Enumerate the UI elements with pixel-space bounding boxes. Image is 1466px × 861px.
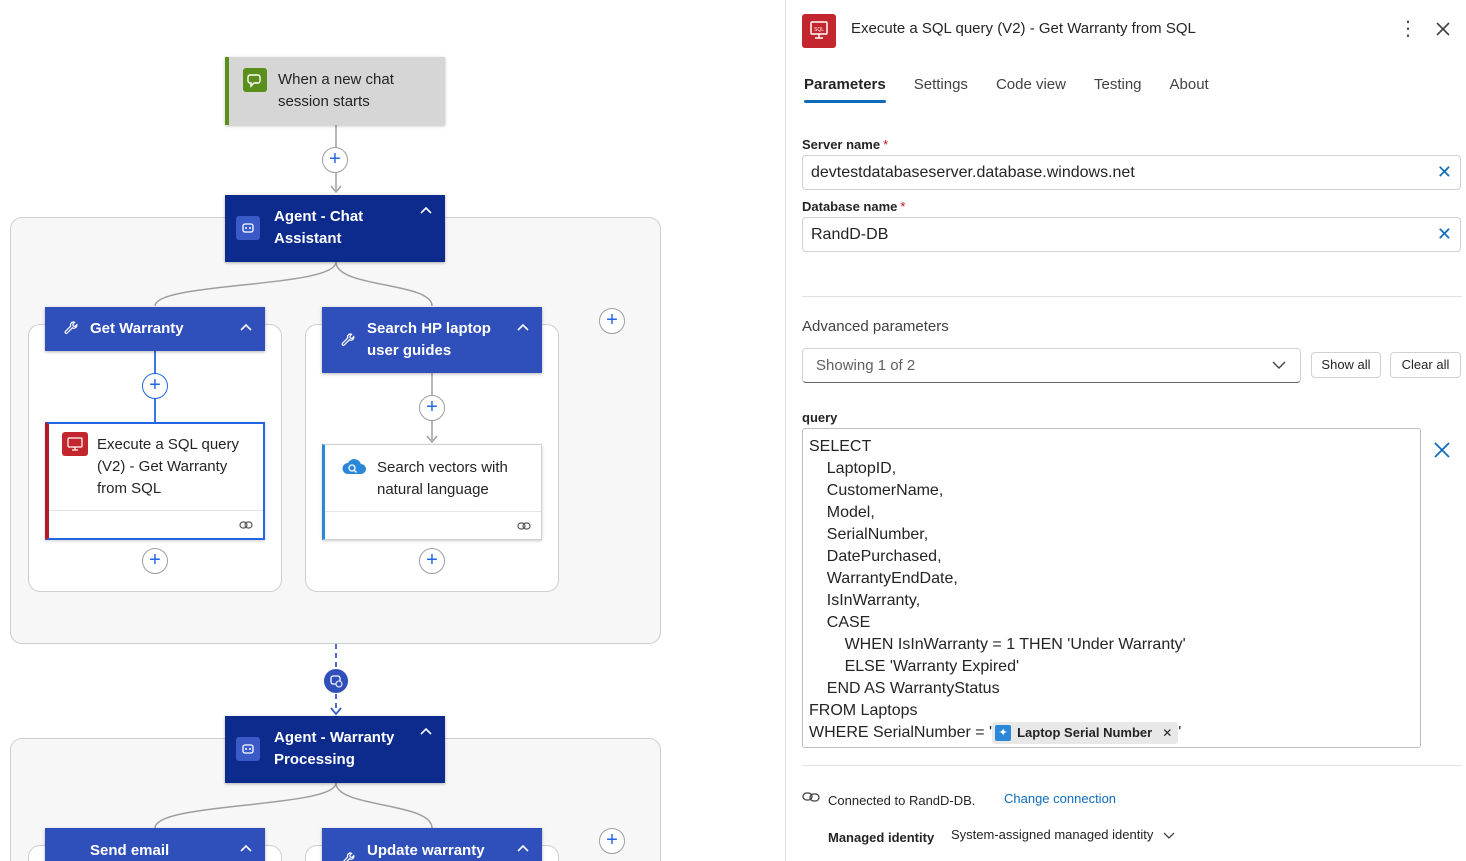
chevron-up-icon[interactable] bbox=[239, 320, 253, 334]
query-line: CASE bbox=[809, 614, 871, 631]
add-tool-button[interactable]: + bbox=[599, 828, 625, 854]
more-options-icon[interactable]: ⋮ bbox=[1398, 18, 1418, 40]
action-details-panel bbox=[785, 0, 1466, 861]
tab-about[interactable]: About bbox=[1169, 76, 1209, 93]
tool-update-warranty-card[interactable] bbox=[322, 828, 542, 861]
database-name-label: Database name * bbox=[802, 199, 906, 214]
sql-action-title: Execute a SQL query (V2) - Get Warranty from SQL bbox=[97, 436, 240, 497]
add-step-button[interactable]: + bbox=[322, 147, 348, 173]
chevron-up-icon[interactable] bbox=[419, 203, 433, 217]
action-footer bbox=[325, 511, 541, 539]
chevron-up-icon[interactable] bbox=[516, 841, 530, 855]
tab-settings[interactable]: Settings bbox=[913, 76, 968, 93]
query-line-where bbox=[809, 722, 1414, 744]
query-line: CustomerName, bbox=[809, 482, 944, 499]
agent-warranty-processing-card[interactable] bbox=[225, 716, 445, 783]
chat-icon bbox=[243, 68, 267, 92]
query-line: DatePurchased, bbox=[809, 548, 942, 565]
sql-icon bbox=[802, 14, 836, 48]
wrench-icon bbox=[340, 851, 356, 861]
chevron-up-icon[interactable] bbox=[516, 320, 530, 334]
chevron-up-icon[interactable] bbox=[239, 841, 253, 855]
cloud-search-icon bbox=[341, 457, 367, 477]
server-name-value: devtestdatabaseserver.database.windows.net bbox=[811, 164, 1135, 181]
sparkle-icon: ✦ bbox=[995, 725, 1011, 741]
connection-link-icon bbox=[517, 521, 531, 531]
query-line: END AS WarrantyStatus bbox=[809, 680, 1000, 697]
required-marker: * bbox=[900, 199, 906, 214]
advanced-dropdown-value: Showing 1 of 2 bbox=[816, 357, 916, 374]
clear-icon[interactable]: ✕ bbox=[1436, 224, 1452, 244]
svg-text:SQL: SQL bbox=[813, 27, 825, 33]
panel-title: Execute a SQL query (V2) - Get Warranty from SQL bbox=[851, 20, 1196, 37]
query-line: LaptopID, bbox=[809, 460, 897, 477]
query-line: WHEN IsInWarranty = 1 THEN 'Under Warranty' bbox=[809, 636, 1186, 653]
tab-parameters[interactable]: Parameters bbox=[804, 76, 886, 101]
close-icon[interactable] bbox=[1432, 18, 1454, 40]
database-name-value: RandD-DB bbox=[811, 226, 889, 243]
trigger-title: When a new chat session starts bbox=[278, 71, 394, 110]
clear-all-button[interactable]: Clear all bbox=[1390, 352, 1461, 378]
agent-chat-title: Agent - Chat Assistant bbox=[274, 208, 364, 247]
tool-update-warranty-title: Update warranty bbox=[367, 842, 485, 859]
agent-icon bbox=[236, 737, 260, 761]
wrench-icon bbox=[63, 320, 79, 336]
advanced-parameters-dropdown[interactable] bbox=[802, 348, 1301, 383]
tool-get-warranty-card[interactable] bbox=[45, 307, 265, 351]
query-line: SerialNumber, bbox=[809, 526, 929, 543]
chevron-down-icon bbox=[1272, 360, 1286, 370]
managed-identity-label: Managed identity bbox=[828, 830, 935, 845]
query-label: query bbox=[802, 410, 838, 425]
tool-get-warranty-title: Get Warranty bbox=[90, 320, 184, 337]
chevron-up-icon[interactable] bbox=[419, 724, 433, 738]
database-name-field[interactable] bbox=[802, 217, 1461, 252]
advanced-parameters-label: Advanced parameters bbox=[802, 318, 949, 335]
query-line: SELECT bbox=[809, 438, 872, 455]
agent-warranty-title: Agent - Warranty Processing bbox=[274, 729, 395, 768]
managed-identity-dropdown[interactable] bbox=[951, 827, 1175, 842]
vector-search-title: Search vectors with natural language bbox=[377, 459, 508, 498]
agent-chat-assistant-card[interactable] bbox=[225, 195, 445, 262]
query-editor[interactable] bbox=[802, 428, 1421, 748]
divider bbox=[802, 296, 1462, 297]
action-footer bbox=[49, 510, 263, 538]
add-action-button[interactable]: + bbox=[142, 373, 168, 399]
tool-send-email-title: Send email bbox=[90, 842, 170, 859]
trigger-card[interactable] bbox=[225, 57, 445, 125]
tool-search-guides-card[interactable] bbox=[322, 307, 542, 373]
dynamic-content-token[interactable] bbox=[992, 722, 1178, 744]
vector-search-action-card[interactable] bbox=[322, 444, 542, 540]
agent-icon bbox=[236, 216, 260, 240]
panel-tabs bbox=[804, 76, 1237, 101]
server-name-field[interactable] bbox=[802, 155, 1461, 190]
connection-status: Connected to RandD-DB. bbox=[828, 793, 976, 808]
sql-action-card[interactable] bbox=[45, 422, 265, 540]
tab-testing[interactable]: Testing bbox=[1093, 76, 1142, 93]
tab-code-view[interactable]: Code view bbox=[995, 76, 1066, 93]
managed-identity-value: System-assigned managed identity bbox=[951, 827, 1154, 842]
wrench-icon bbox=[340, 332, 356, 348]
query-line: Model, bbox=[809, 504, 875, 521]
query-line: FROM Laptops bbox=[809, 702, 918, 719]
token-label: Laptop Serial Number bbox=[1017, 725, 1153, 740]
connection-link-icon bbox=[239, 520, 253, 530]
add-action-button[interactable]: + bbox=[419, 548, 445, 574]
query-where-prefix: WHERE SerialNumber = ' bbox=[809, 724, 993, 741]
tool-search-guides-title: Search HP laptop user guides bbox=[367, 320, 491, 359]
clear-icon[interactable]: ✕ bbox=[1436, 162, 1452, 182]
agent-handoff-icon[interactable] bbox=[323, 668, 349, 694]
connection-link-icon bbox=[802, 791, 820, 803]
query-where-suffix: ' bbox=[1178, 724, 1182, 741]
chevron-down-icon bbox=[1163, 832, 1175, 840]
divider bbox=[802, 765, 1462, 766]
required-marker: * bbox=[883, 137, 889, 152]
clear-icon[interactable] bbox=[1432, 440, 1452, 460]
query-line: ELSE 'Warranty Expired' bbox=[809, 658, 1020, 675]
server-name-label: Server name * bbox=[802, 137, 889, 152]
query-line: IsInWarranty, bbox=[809, 592, 921, 609]
show-all-button[interactable]: Show all bbox=[1311, 352, 1381, 378]
sql-icon bbox=[62, 432, 88, 456]
add-action-button[interactable]: + bbox=[419, 395, 445, 421]
remove-token-icon[interactable]: ✕ bbox=[1162, 726, 1173, 740]
query-line: WarrantyEndDate, bbox=[809, 570, 958, 587]
add-tool-button[interactable]: + bbox=[599, 308, 625, 334]
tool-send-email-card[interactable] bbox=[45, 828, 265, 861]
add-action-button[interactable]: + bbox=[142, 548, 168, 574]
change-connection-link[interactable]: Change connection bbox=[1004, 791, 1117, 806]
